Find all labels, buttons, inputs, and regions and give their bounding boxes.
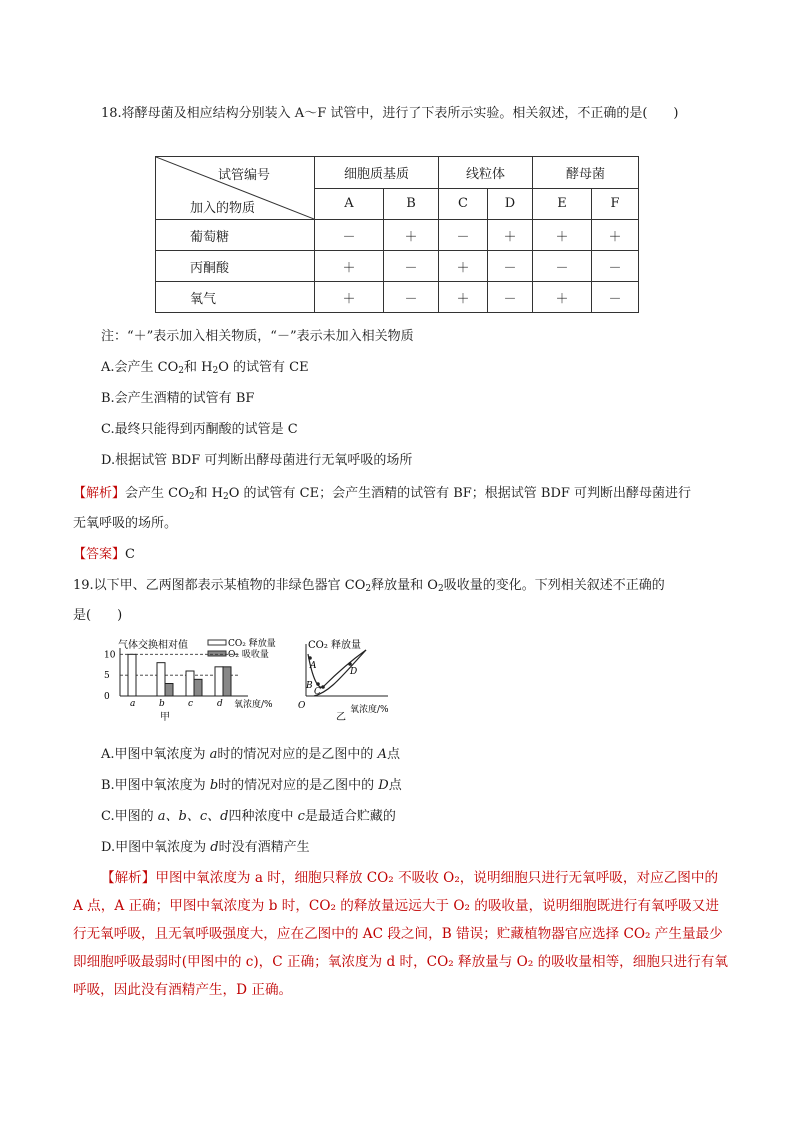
jia-ytick-10: 10 xyxy=(104,650,116,661)
cell: ＋ xyxy=(439,251,488,282)
jia-ytick-0: 0 xyxy=(104,692,110,702)
cell: － xyxy=(488,251,533,282)
legend-co2-swatch xyxy=(208,640,226,645)
cell: － xyxy=(384,282,439,313)
row-label: 葡萄糖 xyxy=(156,220,315,251)
q19-stem-line1: 19.以下甲、乙两图都表示某植物的非绿色器官 $CO_2$释放量和 $O_2$吸收量的变化。下列相关叙述不正确的 xyxy=(73,578,665,594)
point-c-marker xyxy=(321,685,325,689)
q19-option-c: C.甲图的 a、b、c、d四种浓度中 c是最适合贮藏的 xyxy=(101,809,396,824)
point-a-marker xyxy=(308,656,312,660)
q18-note: 注：“＋”表示加入相关物质，“－”表示未加入相关物质 xyxy=(101,329,414,344)
cell: ＋ xyxy=(439,282,488,313)
cell: － xyxy=(533,251,592,282)
q19-option-a: A.甲图中氧浓度为 a时的情况对应的是乙图中的 A点 xyxy=(101,747,400,762)
point-c-label: C xyxy=(314,687,321,697)
jia-caption: 甲 xyxy=(160,712,170,722)
bar-co2-a xyxy=(128,654,136,696)
cell: ＋ xyxy=(488,220,533,251)
tube-a: A xyxy=(315,188,384,220)
jia-xtick-c: c xyxy=(188,699,194,709)
bar-o2-b xyxy=(165,684,173,697)
q18-option-b: B.会产生酒精的试管有 BF xyxy=(101,391,255,406)
q18-option-d: D.根据试管 BDF 可判断出酵母菌进行无氧呼吸的场所 xyxy=(101,453,413,468)
tube-d: D xyxy=(488,188,533,220)
tube-c: C xyxy=(439,188,488,220)
legend-co2-label: CO₂ 释放量 xyxy=(228,639,276,649)
cell: － xyxy=(592,282,639,313)
q19-ana-line3: 行无氧呼吸，且无氧呼吸强度大，应在乙图中的 AC 段之间，B 错误；贮藏植物器官应选择 CO₂ 产生量最少 xyxy=(73,926,723,942)
bar-co2-b xyxy=(157,663,165,696)
row-label: 氧气 xyxy=(156,282,315,313)
cell: ＋ xyxy=(315,251,384,282)
q19-ana-line4: 即细胞呼吸最弱时(甲图中的 c)，C 正确；氧浓度为 d 时，CO₂ 释放量与 O₂ 的吸收量相等，细胞只进行有氧 xyxy=(73,954,728,970)
q19-ana-line1: 甲图中氧浓度为 a 时，细胞只释放 CO₂ 不吸收 O₂，说明细胞只进行无氧呼吸，对应乙图中的 xyxy=(155,870,719,886)
cell: － xyxy=(592,251,639,282)
row-label: 丙酮酸 xyxy=(156,251,315,282)
cell: ＋ xyxy=(315,282,384,313)
q19-ana-line5: 呼吸，因此没有酒精产生，D 正确。 xyxy=(73,982,293,998)
cell: ＋ xyxy=(533,282,592,313)
table-row xyxy=(156,251,639,282)
q19-stem-line2: 是( ) xyxy=(73,608,123,623)
table-row xyxy=(156,282,639,313)
group-cytoplasm: 细胞质基质 xyxy=(315,157,439,189)
cell: ＋ xyxy=(592,220,639,251)
q18-answer: 【答案】C xyxy=(73,547,135,562)
jia-xtick-a: a xyxy=(130,699,136,709)
yi-ylabel: CO₂ 释放量 xyxy=(308,640,362,651)
jia-xtick-d: d xyxy=(217,699,223,709)
experiment-table xyxy=(155,156,639,313)
jia-xlabel: 氧浓度/% xyxy=(234,700,273,710)
cell: － xyxy=(315,220,384,251)
yi-origin-label: O xyxy=(298,701,306,711)
group-yeast: 酵母菌 xyxy=(533,157,639,189)
point-a-label: A xyxy=(310,661,317,671)
legend-o2-label: O₂ 吸收量 xyxy=(228,650,269,660)
jia-ylabel: 气体交换相对值 xyxy=(118,640,188,651)
cell: ＋ xyxy=(384,220,439,251)
point-b-label: B xyxy=(306,681,313,691)
jia-xtick-b: b xyxy=(159,699,165,709)
q18-analysis-line2: 无氧呼吸的场所。 xyxy=(73,516,178,531)
table-row xyxy=(156,220,639,251)
yi-xlabel: 氧浓度/% xyxy=(350,705,389,715)
tube-b: B xyxy=(384,188,439,220)
table-corner-header xyxy=(156,157,315,220)
legend-o2-swatch xyxy=(208,651,226,656)
bar-o2-c xyxy=(194,679,202,696)
q18-option-a: A.会产生 $CO_2$和 $H_2O$ 的试管有 CE xyxy=(101,360,309,376)
cell: － xyxy=(488,282,533,313)
bar-co2-c xyxy=(186,671,194,696)
figure-yi-curve xyxy=(290,636,410,722)
cell: － xyxy=(439,220,488,251)
yi-caption: 乙 xyxy=(336,712,346,722)
cell: ＋ xyxy=(533,220,592,251)
header-top-label: 试管编号 xyxy=(218,168,271,183)
q19-analysis: 【解析】甲图中氧浓度为 a 时，细胞只释放 CO₂ 不吸收 O₂，说明细胞只进行无氧呼吸，对应乙图中的 A 点，A 正确；甲图中氧浓度为 b 时，CO₂ 的释放量远远大于 O₂ 的吸收量，说明细胞既进行有氧呼吸又进 行无氧呼吸，且无氧呼吸强度大，应在乙图中的 AC 段之间，B 错误；贮藏植物器官应选择 CO₂ 产生量最少 即细胞呼吸最弱时(甲图中的 c)，C 正确；氧浓度为 d 时，CO₂ 释放量与 O₂ 的吸收量相等，细胞只进行有氧 呼吸，因此没有酒精产生，D 正确。 xyxy=(73,864,741,1004)
header-bottom-label: 加入的物质 xyxy=(190,201,256,216)
q19-option-d: D.甲图中氧浓度为 d时没有酒精产生 xyxy=(101,840,310,855)
point-d-marker xyxy=(348,662,352,666)
figure-jia-bar-chart xyxy=(100,636,290,722)
point-b-marker xyxy=(316,682,320,686)
tube-e: E xyxy=(533,188,592,220)
q19-option-b: B.甲图中氧浓度为 b时的情况对应的是乙图中的 D点 xyxy=(101,778,402,793)
bar-o2-d xyxy=(223,667,231,696)
q18-option-c: C.最终只能得到丙酮酸的试管是 C xyxy=(101,422,298,437)
point-d-label: D xyxy=(350,667,358,677)
bar-co2-d xyxy=(215,667,223,696)
tube-f: F xyxy=(592,188,639,220)
q19-ana-line2: A 点，A 正确；甲图中氧浓度为 b 时，CO₂ 的释放量远远大于 O₂ 的吸收量，说明细胞既进行有氧呼吸又进 xyxy=(73,898,719,914)
q18-analysis-line1: 【解析】会产生 $CO_2$和 $H_2O$ 的试管有 CE；会产生酒精的试管有 BF；根据试管 BDF 可判断出酵母菌进行 xyxy=(73,486,692,502)
jia-ytick-5: 5 xyxy=(104,671,110,682)
cell: － xyxy=(384,251,439,282)
group-mitochondria: 线粒体 xyxy=(439,157,533,189)
q18-stem: 18.将酵母菌及相应结构分别装入 A～F 试管中，进行了下表所示实验。相关叙述，不正确的是( ) xyxy=(101,106,679,121)
o2-uptake-curve xyxy=(314,650,366,696)
